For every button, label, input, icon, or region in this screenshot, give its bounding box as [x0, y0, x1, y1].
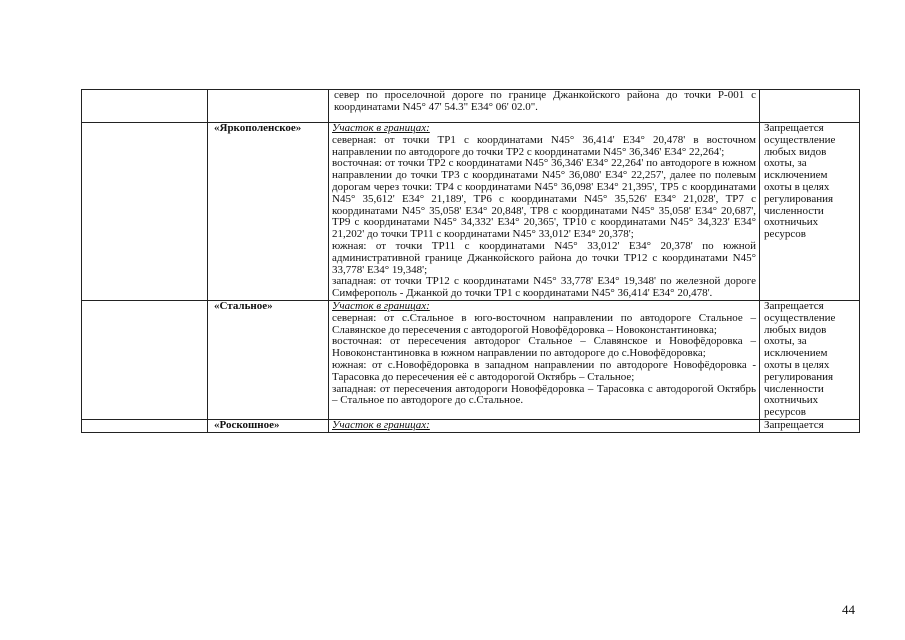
restriction-cell: [760, 90, 860, 123]
boundary-cell: [329, 123, 760, 301]
restriction-text: Запрещается: [760, 419, 860, 432]
boundaries-table: [81, 89, 860, 433]
territory-name: «Яркополенское»: [208, 123, 329, 301]
boundary-cell: [329, 300, 760, 419]
index-cell: [82, 123, 208, 301]
boundary-heading: Участок в границах:: [332, 122, 430, 134]
boundary-text: север по проселочной дороге по границе Джанкойского района до точки Р-001 с координатами N45° 47' 54.3" E34° 06' 02.0".: [334, 89, 756, 113]
page-number: 44: [842, 602, 855, 617]
territory-name: «Стальное»: [208, 300, 329, 419]
boundary-paragraph: северная: от точки ТР1 с координатами N45° 36,414' E34° 20,478' в восточном направлении по автодороге до точки ТР2 с координатами N45° 36,346' E34° 22,264';: [332, 133, 756, 158]
boundary-heading: Участок в границах:: [332, 418, 430, 431]
boundary-paragraph: восточная: от пересечения автодорог Стальное – Славянское и Новофёдоровка – Новоконстантиновка в южном направлении по автодороге до с.Новофёдоровка;: [332, 335, 756, 360]
table-row-continued: [82, 90, 860, 123]
table-row: [82, 123, 860, 301]
territory-name: «Роскошное»: [208, 419, 329, 432]
restriction-text: Запрещается осуществление любых видов охоты, за исключением охоты в целях регулирования численности охотничьих ресурсов: [760, 300, 860, 419]
index-cell: [82, 419, 208, 432]
index-cell: [82, 300, 208, 419]
boundary-paragraph: западная: от пересечения автодороги Новофёдоровка – Тарасовка с автодорогой Октябрь – Стальное по автодороге до с.Стальное.: [332, 382, 756, 407]
restriction-text: Запрещается осуществление любых видов охоты, за исключением охоты в целях регулирования численности охотничьих ресурсов: [760, 123, 860, 301]
boundary-paragraph: западная: от точки ТР12 с координатами N45° 33,778' E34° 19,348' по железной дороге Симферополь - Джанкой до точки ТР1 с координатами N45° 36,414' E34° 20,478'.: [332, 275, 756, 300]
boundary-heading: Участок в границах:: [332, 299, 430, 312]
boundary-paragraph: южная: от точки ТР11 с координатами N45° 33,012' E34° 20,378' по южной административной границе Джанкойского района до точки ТР12 с координатами N45° 33,778' E34° 19,348';: [332, 239, 756, 276]
boundary-paragraph: северная: от с.Стальное в юго-восточном направлении по автодороге Стальное – Славянское до пересечения с автодорогой Новофёдоровка – Новоконстантиновка;: [332, 311, 756, 336]
boundary-paragraph: южная: от с.Новофёдоровка в западном направлении по автодороге Новофёдоровка - Тарасовка до пересечения её с автодорогой Октябрь – Стальное;: [332, 358, 756, 383]
table-row: [82, 300, 860, 419]
name-cell: [208, 90, 329, 123]
index-cell: [82, 90, 208, 123]
table-row: [82, 419, 860, 432]
boundary-paragraph: восточная: от точки ТР2 с координатами N45° 36,346' E34° 22,264' по автодороге в южном направлении до точки ТР3 с координатами N45° 36,080' E34° 22,257', далее по полевым дорогам через точки: ТР4 с координатами N45° 36,098' E34° 21,395', ТР5 с координатами N45° 35,612' E34° 21,189', ТР6 с координатами N45° 35,526' E34° 21,028', ТР7 с координатами N45° 35,058' E34° 20,848', ТР8 с координатами N45° 35,058' E34° 20,687', ТР9 с координатами N45° 34,332' E34° 20,365', ТР10 с координатами N45° 34,323' E34° 21,202' до точки ТР11 с координатами N45° 33,012' E34° 20,378';: [332, 157, 756, 241]
boundary-cell: [329, 419, 760, 432]
boundary-cell: [329, 90, 760, 123]
